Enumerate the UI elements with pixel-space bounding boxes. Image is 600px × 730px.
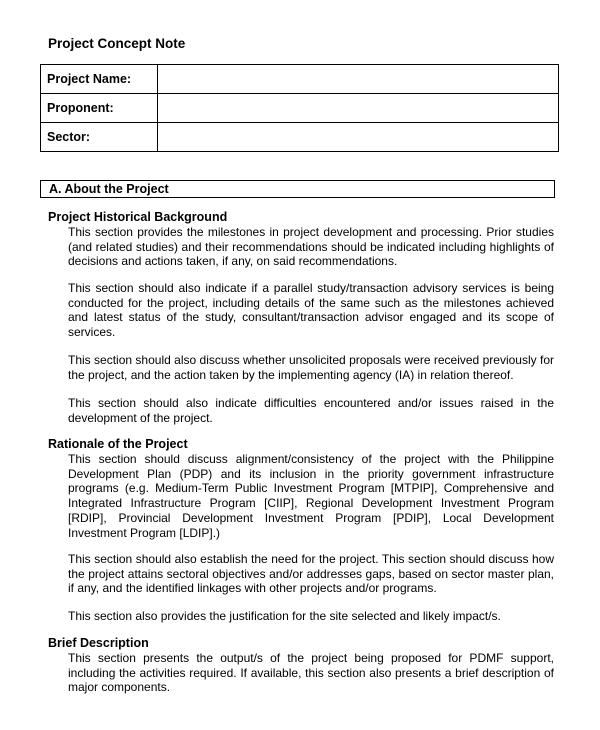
project-name-field[interactable]: [158, 65, 559, 94]
project-name-label: Project Name:: [41, 65, 158, 94]
brief-paragraph-1: This section presents the output/s of the project being proposed for PDMF support, including the activities required. If available, this section also presents a brief description of major components.: [68, 651, 554, 695]
document-title: Project Concept Note: [48, 36, 186, 51]
section-a-header: A. About the Project: [40, 180, 555, 198]
table-row: [41, 94, 559, 123]
rationale-paragraph-2: This section should also establish the need for the project. This section should discuss how the project attains sectoral objectives and/or addresses gaps, based on sector master plan, if any, and the identified linkages with other projects and/or programs.: [68, 552, 554, 596]
sector-field[interactable]: [158, 123, 559, 152]
table-row: [41, 123, 559, 152]
proponent-label: Proponent:: [41, 94, 158, 123]
proponent-field[interactable]: [158, 94, 559, 123]
historical-paragraph-1: This section provides the milestones in project development and processing. Prior studies (and related studies) and their recommendations should be indicated including highlights of decisions and actions taken, if any, on said recommendations.: [68, 225, 554, 269]
rationale-paragraph-1: This section should discuss alignment/consistency of the project with the Philippine Development Plan (PDP) and its inclusion in the priority government infrastructure programs (e.g. Medium-Term Public Investment Program [MTPIP], Comprehensive and Integrated Infrastructure Program [CIIP], Regional Development Investment Program [RDIP], Provincial Development Investment Program [PDIP], Local Development Investment Program [LDIP].): [68, 452, 554, 540]
project-info-table: [40, 64, 559, 152]
historical-paragraph-3: This section should also discuss whether unsolicited proposals were received previously for the project, and the action taken by the implementing agency (IA) in relation thereof.: [68, 353, 554, 382]
rationale-paragraph-3: This section also provides the justification for the site selected and likely impact/s.: [68, 609, 501, 623]
brief-description-heading: Brief Description: [48, 636, 149, 650]
sector-label: Sector:: [41, 123, 158, 152]
historical-background-heading: Project Historical Background: [48, 210, 228, 224]
historical-paragraph-4: This section should also indicate difficulties encountered and/or issues raised in the development of the project.: [68, 396, 554, 425]
historical-paragraph-2: This section should also indicate if a parallel study/transaction advisory services is being conducted for the project, including details of the same such as the milestones achieved and latest status of the study, consultant/transaction advisor engaged and its scope of services.: [68, 281, 554, 340]
rationale-heading: Rationale of the Project: [48, 437, 188, 451]
table-row: [41, 65, 559, 94]
